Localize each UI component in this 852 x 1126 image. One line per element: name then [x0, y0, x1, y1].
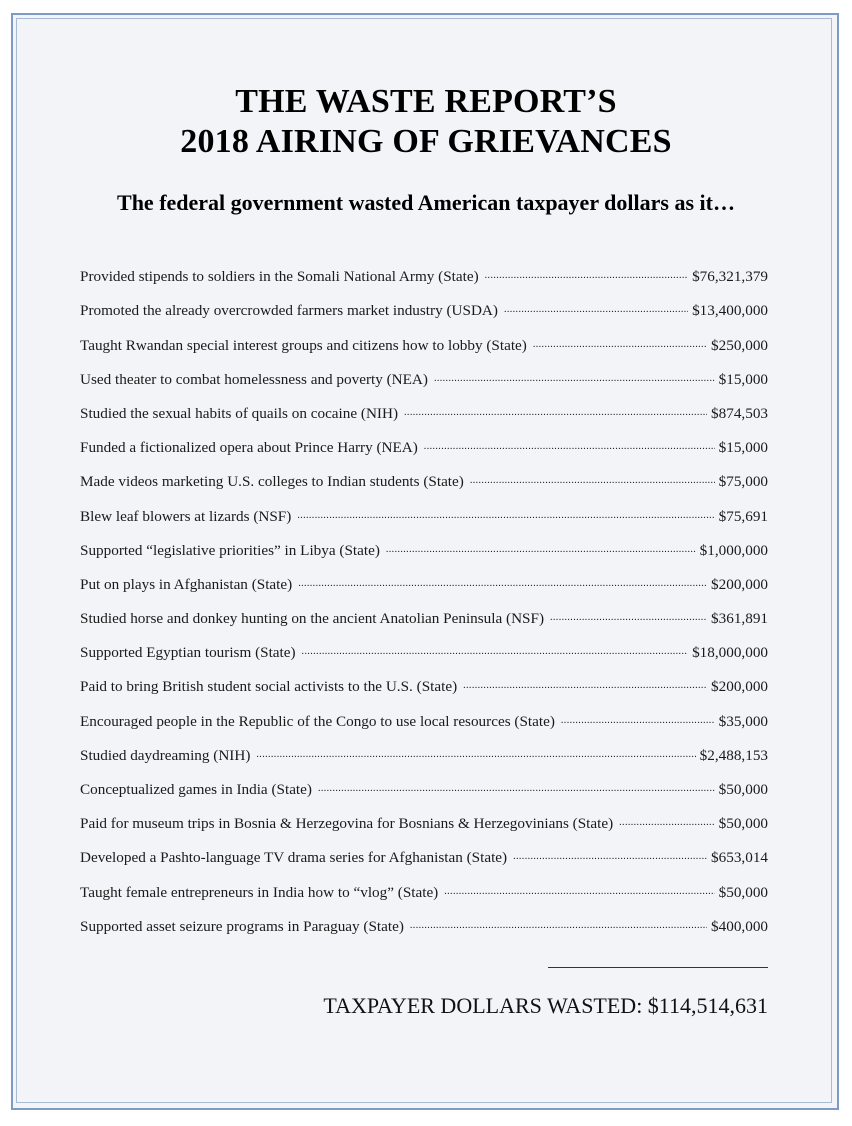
- item-amount: $361,891: [711, 610, 768, 628]
- grievance-list: [80, 266, 768, 950]
- item-description: Taught Rwandan special interest groups and citizens how to lobby (State): [80, 336, 527, 354]
- item-description: Studied horse and donkey hunting on the ancient Anatolian Peninsula (NSF): [80, 610, 544, 628]
- dot-leader: [463, 676, 707, 691]
- item-description: Supported asset seizure programs in Paraguay (State): [80, 917, 404, 935]
- title-line-2: 2018 AIRING OF GRIEVANCES: [180, 123, 672, 160]
- item-amount: $1,000,000: [699, 541, 768, 559]
- item-description: Supported “legislative priorities” in Libya (State): [80, 541, 380, 559]
- list-item: [80, 540, 768, 574]
- list-item: [80, 745, 768, 779]
- list-item: [80, 916, 768, 950]
- item-amount: $653,014: [711, 849, 768, 867]
- item-amount: $2,488,153: [699, 746, 768, 764]
- dot-leader: [424, 437, 715, 452]
- item-amount: $15,000: [718, 370, 768, 388]
- dot-leader: [404, 403, 707, 418]
- list-item: [80, 505, 768, 539]
- dot-leader: [561, 710, 715, 725]
- dot-leader: [256, 745, 695, 760]
- item-amount: $76,321,379: [692, 268, 768, 286]
- item-description: Studied daydreaming (NIH): [80, 746, 251, 764]
- item-description: Promoted the already overcrowded farmers market industry (USDA): [80, 302, 498, 320]
- item-amount: $35,000: [718, 712, 768, 730]
- dot-leader: [297, 505, 714, 520]
- dot-leader: [619, 813, 714, 828]
- item-description: Blew leaf blowers at lizards (NSF): [80, 507, 292, 525]
- dot-leader: [434, 369, 715, 384]
- list-item: [80, 779, 768, 813]
- item-amount: $18,000,000: [692, 644, 768, 662]
- list-item: [80, 334, 768, 368]
- dot-leader: [550, 608, 707, 623]
- report-subtitle: The federal government wasted American taxpayer dollars as it…: [117, 190, 735, 215]
- dot-leader: [386, 540, 696, 555]
- item-description: Studied the sexual habits of quails on cocaine (NIH): [80, 404, 399, 422]
- item-amount: $50,000: [718, 815, 768, 833]
- item-description: Used theater to combat homelessness and poverty (NEA): [80, 370, 428, 388]
- dot-leader: [533, 334, 707, 349]
- list-item: [80, 881, 768, 915]
- dot-leader: [485, 266, 688, 281]
- item-description: Paid to bring British student social activists to the U.S. (State): [80, 678, 458, 696]
- dot-leader: [513, 847, 707, 862]
- item-amount: $200,000: [711, 575, 768, 593]
- dot-leader: [318, 779, 715, 794]
- list-item: [80, 266, 768, 300]
- item-description: Taught female entrepreneurs in India how to “vlog” (State): [80, 883, 439, 901]
- report-title: [0, 82, 852, 162]
- dot-leader: [504, 300, 688, 315]
- item-description: Supported Egyptian tourism (State): [80, 644, 296, 662]
- item-description: Conceptualized games in India (State): [80, 781, 312, 798]
- list-item: [80, 642, 768, 676]
- list-item: [80, 847, 768, 881]
- dot-leader: [444, 881, 714, 896]
- list-item: [80, 471, 768, 505]
- item-description: Made videos marketing U.S. colleges to Indian students (State): [80, 473, 464, 491]
- item-amount: $874,503: [711, 404, 768, 422]
- item-amount: $75,691: [718, 507, 768, 525]
- list-item: [80, 300, 768, 334]
- item-description: Paid for museum trips in Bosnia & Herzegovina for Bosnians & Herzegovinians (State): [80, 815, 614, 833]
- item-amount: $250,000: [711, 336, 768, 354]
- item-description: Developed a Pashto-language TV drama series for Afghanistan (State): [80, 849, 508, 867]
- list-item: [80, 710, 768, 744]
- item-amount: $200,000: [711, 678, 768, 696]
- dot-leader: [302, 642, 689, 657]
- item-description: Provided stipends to soldiers in the Somali National Army (State): [80, 268, 479, 286]
- item-amount: $15,000: [718, 439, 768, 457]
- list-item: [80, 403, 768, 437]
- dot-leader: [470, 471, 715, 486]
- item-description: Encouraged people in the Republic of the Congo to use local resources (State): [80, 712, 555, 730]
- dot-leader: [410, 916, 707, 931]
- list-item: [80, 437, 768, 471]
- dot-leader: [298, 574, 707, 589]
- list-item: [80, 813, 768, 847]
- list-item: [80, 369, 768, 403]
- list-item: [80, 608, 768, 642]
- item-amount: $50,000: [718, 883, 768, 901]
- item-description: Put on plays in Afghanistan (State): [80, 575, 293, 593]
- item-amount: $400,000: [711, 917, 768, 935]
- total-divider: [548, 967, 768, 968]
- item-description: Funded a fictionalized opera about Prince Harry (NEA): [80, 439, 418, 457]
- list-item: [80, 574, 768, 608]
- item-amount: $13,400,000: [692, 302, 768, 320]
- title-line-1: THE WASTE REPORT’S: [235, 83, 617, 120]
- item-amount: $75,000: [718, 473, 768, 491]
- list-item: [80, 676, 768, 710]
- total-wasted: TAXPAYER DOLLARS WASTED: $114,514,631: [323, 993, 768, 1018]
- item-amount: $50,000: [718, 781, 768, 798]
